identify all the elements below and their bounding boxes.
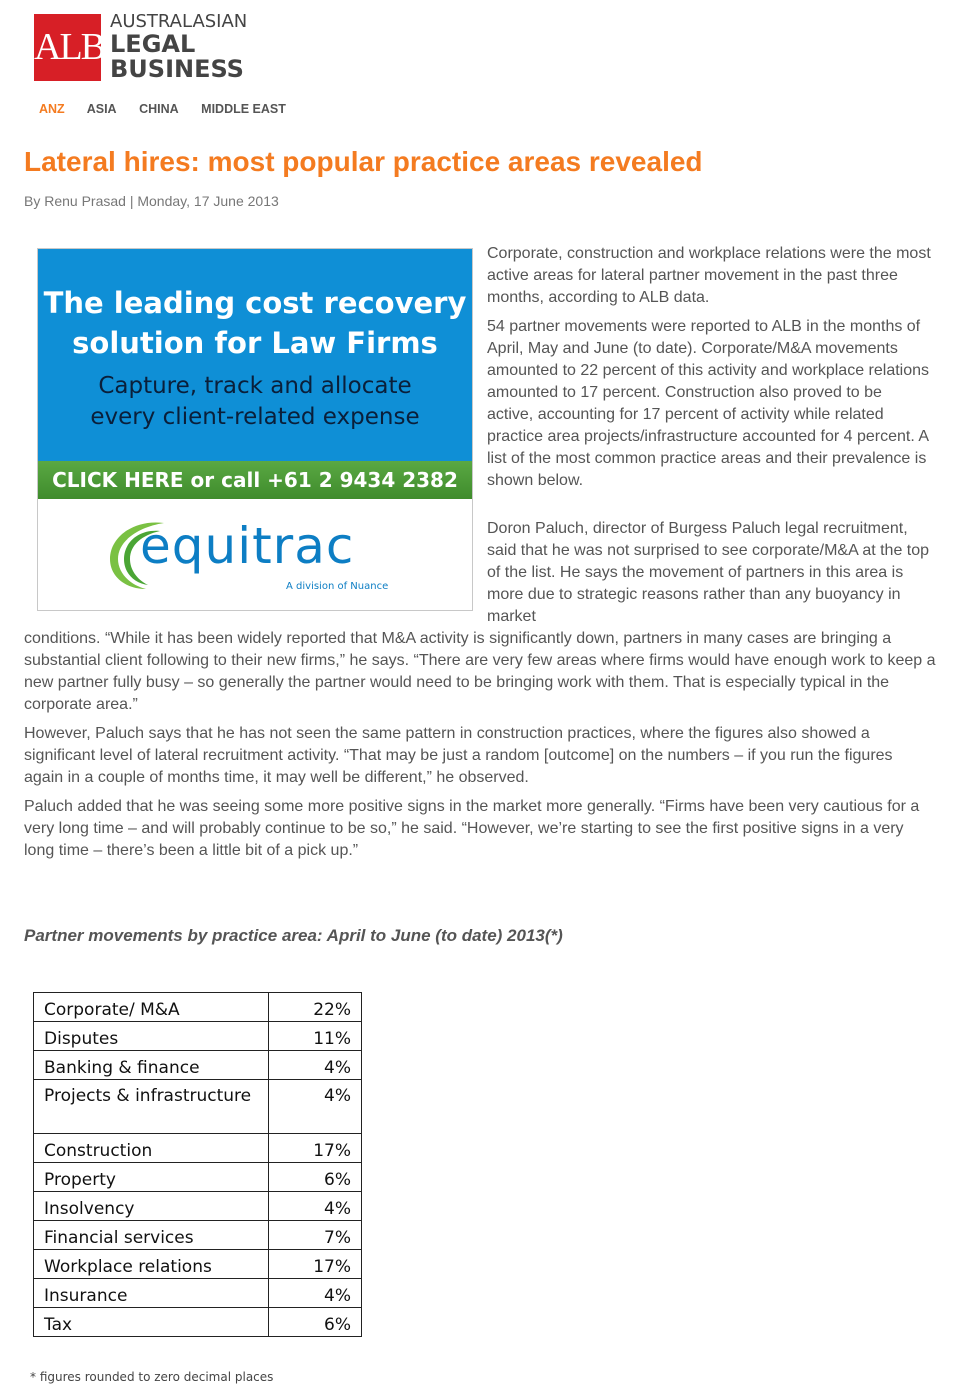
percentage-cell: 7% — [269, 1221, 362, 1250]
nav-item-china[interactable]: CHINA — [139, 102, 179, 116]
percentage-cell: 4% — [269, 1051, 362, 1080]
nav-item-anz[interactable]: ANZ — [39, 102, 65, 116]
percentage-cell: 6% — [269, 1163, 362, 1192]
table-row — [34, 1192, 362, 1221]
nav-item-asia[interactable]: ASIA — [86, 102, 117, 116]
percentage-cell: 4% — [269, 1192, 362, 1221]
table-row — [34, 1022, 362, 1051]
logo-line-1: AUSTRALASIAN — [110, 11, 248, 32]
region-nav — [39, 102, 305, 116]
table-row — [34, 1308, 362, 1337]
practice-area-cell: Workplace relations — [34, 1250, 269, 1279]
logo-line-2: LEGAL — [110, 30, 196, 58]
ad-brand-subtitle: A division of Nuance — [286, 581, 389, 592]
article-paragraph-1: Corporate, construction and workplace relations were the most active areas for lateral partner movement in the past three months, according to ALB data. — [487, 245, 931, 306]
percentage-cell: 17% — [269, 1250, 362, 1279]
article-paragraph-3-cont: conditions. “While it has been widely reported that M&A activity is significantly down, partners in many cases are bringing a substantial client following to their new firms,” he says. “There are very few areas where firms would have enough work to keep a new partner fully busy – so generally the partner would need to be bringing work with them. That is especially typical in the corporate area.” — [24, 630, 936, 713]
table-caption: Partner movements by practice area: April to June (to date) 2013(*) — [24, 926, 563, 945]
logo-wordmark — [110, 12, 270, 82]
table-row — [34, 1051, 362, 1080]
article-paragraph-3-start: Doron Paluch, director of Burgess Paluch legal recruitment, said that he was not surprised to see corporate/M&A at the top of the list. He says the movement of partners in this area is more due to strategic reasons rather than any buoyancy in market — [487, 520, 930, 625]
percentage-cell: 6% — [269, 1308, 362, 1337]
logo-mark: ALB — [34, 14, 101, 81]
table-row — [34, 1134, 362, 1163]
percentage-cell: 17% — [269, 1134, 362, 1163]
ad-headline-line-2: solution for Law Firms — [72, 326, 438, 360]
practice-area-table — [33, 992, 362, 1337]
table-row — [34, 1163, 362, 1192]
article-paragraph-5: Paluch added that he was seeing some more positive signs in the market more generally. “Firms have been very cautious for a very long time – and will probably continue to be so,” he said. “However, we’re starting to see the first positive signs in a very long time – there’s been a little bit of a pick up.” — [24, 798, 920, 859]
ad-headline-line-1: The leading cost recovery — [43, 286, 467, 320]
percentage-cell: 22% — [269, 993, 362, 1022]
percentage-cell: 11% — [269, 1022, 362, 1051]
nav-item-middle-east[interactable]: MIDDLE EAST — [201, 102, 286, 116]
article-title: Lateral hires: most popular practice areas revealed — [24, 146, 703, 177]
table-row — [34, 1279, 362, 1308]
table-row — [34, 993, 362, 1022]
article-paragraph-2: 54 partner movements were reported to ALB in the months of April, May and June (to date). Corporate/M&A movements amounted to 22 percent of this activity and workplace relations amounted to 17 percent. Construction also proved to be active, accounting for 17 percent of activity while related practice area projects/infrastructure accounted for 4 percent. A list of the most common practice areas and their prevalence is shown below. — [487, 318, 930, 489]
ad-subheadline-line-1: Capture, track and allocate — [98, 373, 412, 399]
article-byline: By Renu Prasad | Monday, 17 June 2013 — [24, 193, 279, 209]
equitrac-logo — [104, 515, 424, 595]
table-row — [34, 1221, 362, 1250]
ad-cta-button[interactable]: CLICK HERE or call +61 2 9434 2382 — [38, 461, 472, 499]
ad-subheadline-line-2: every client-related expense — [90, 404, 420, 430]
practice-area-cell: Construction — [34, 1134, 269, 1163]
table-row — [34, 1080, 362, 1134]
logo-line-3: BUSINESS — [110, 55, 244, 83]
practice-area-cell: Financial services — [34, 1221, 269, 1250]
table-footnote: * figures rounded to zero decimal places — [30, 1370, 274, 1384]
table-row — [34, 1250, 362, 1279]
advertisement-banner[interactable] — [37, 248, 473, 611]
percentage-cell: 4% — [269, 1279, 362, 1308]
practice-area-cell: Banking & finance — [34, 1051, 269, 1080]
article-paragraph-4: However, Paluch says that he has not seen the same pattern in construction practices, where the figures also showed a significant level of lateral recruitment activity. “That may be just a random [outcome] on the numbers – if you run the figures again in a couple of months time, it may well be different,” he observed. — [24, 725, 893, 786]
practice-area-cell: Insurance — [34, 1279, 269, 1308]
practice-area-cell: Property — [34, 1163, 269, 1192]
practice-area-cell: Insolvency — [34, 1192, 269, 1221]
ad-brand-name: equitrac — [140, 517, 355, 575]
practice-area-cell: Tax — [34, 1308, 269, 1337]
percentage-cell: 4% — [269, 1080, 362, 1134]
practice-area-cell: Corporate/ M&A — [34, 993, 269, 1022]
practice-area-cell: Disputes — [34, 1022, 269, 1051]
ad-headline-panel — [38, 249, 472, 461]
ad-subheadline — [38, 371, 472, 433]
practice-area-cell: Projects & infrastructure — [34, 1080, 269, 1134]
ad-headline — [38, 283, 472, 363]
